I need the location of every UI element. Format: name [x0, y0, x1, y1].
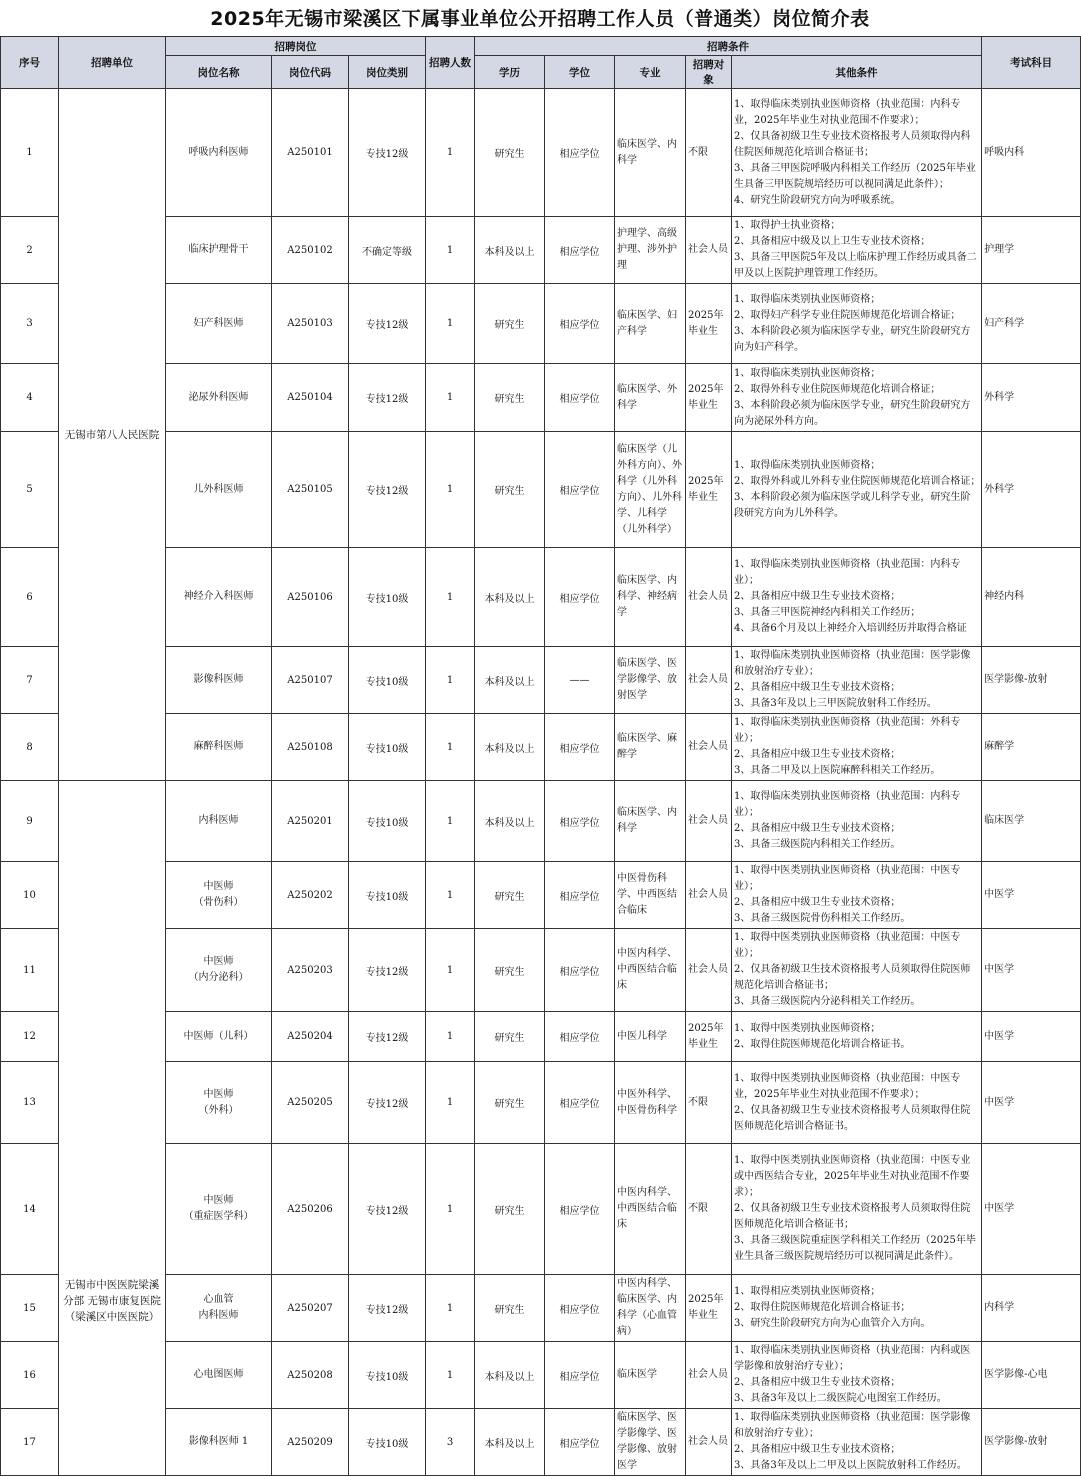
cell-post-name: 内科医师	[166, 781, 272, 862]
cell-seq: 7	[1, 647, 59, 714]
cell-count: 1	[426, 1012, 475, 1062]
cell-edu: 研究生	[475, 1062, 545, 1144]
cell-count: 1	[426, 548, 475, 647]
cell-count: 1	[426, 284, 475, 364]
cell-major: 临床医学、医学影像学、放射医学	[615, 647, 686, 714]
cell-degree: 相应学位	[545, 548, 615, 647]
cell-degree: 相应学位	[545, 1062, 615, 1144]
cell-count: 1	[426, 1275, 475, 1342]
cell-target: 社会人员	[686, 548, 732, 647]
cell-major: 临床医学、内科学	[615, 781, 686, 862]
header-seq: 序号	[1, 37, 59, 89]
header-post-group: 招聘岗位	[166, 37, 426, 56]
cell-major: 临床医学、妇产科学	[615, 284, 686, 364]
cell-post-type: 专技12级	[349, 1062, 426, 1144]
cell-major: 中医内科学、临床医学、内科学（心血管病）	[615, 1275, 686, 1342]
cell-major: 中医内科学、中西医结合临床	[615, 929, 686, 1012]
cell-major: 临床医学（儿外科方向）、外科学（儿外科方向）、儿外科学、儿科学（儿外科学）	[615, 432, 686, 548]
header-target: 招聘对象	[686, 56, 732, 89]
cell-post-name: 中医师（儿科）	[166, 1012, 272, 1062]
cell-degree: 相应学位	[545, 284, 615, 364]
page-title: 2025年无锡市梁溪区下属事业单位公开招聘工作人员（普通类）岗位简介表	[0, 0, 1080, 38]
cell-post-code: A250208	[272, 1342, 349, 1409]
cell-post-name: 影像科医师 1	[166, 1409, 272, 1476]
cell-target: 社会人员	[686, 714, 732, 781]
cell-post-name: 影像科医师	[166, 647, 272, 714]
table-body	[1, 89, 1081, 1476]
cell-edu: 研究生	[475, 862, 545, 929]
cell-post-name: 麻醉科医师	[166, 714, 272, 781]
cell-major: 临床医学、麻醉学	[615, 714, 686, 781]
cell-edu: 本科及以上	[475, 714, 545, 781]
cell-post-name: 心血管 内科医师	[166, 1275, 272, 1342]
cell-post-type: 专技12级	[349, 1144, 426, 1275]
table-row	[1, 89, 1081, 217]
cell-exam: 临床医学	[982, 781, 1081, 862]
cell-exam: 医学影像-放射	[982, 647, 1081, 714]
cell-edu: 本科及以上	[475, 217, 545, 284]
cell-degree: 相应学位	[545, 929, 615, 1012]
cell-exam: 中医学	[982, 1062, 1081, 1144]
cell-post-name: 泌尿外科医师	[166, 364, 272, 432]
cell-target: 不限	[686, 89, 732, 217]
cell-major: 中医内科学、中西医结合临床	[615, 1144, 686, 1275]
cell-target: 社会人员	[686, 217, 732, 284]
cell-target: 社会人员	[686, 781, 732, 862]
cell-degree: 相应学位	[545, 781, 615, 862]
cell-count: 1	[426, 364, 475, 432]
header-post-name: 岗位名称	[166, 56, 272, 89]
cell-seq: 12	[1, 1012, 59, 1062]
cell-seq: 9	[1, 781, 59, 862]
cell-post-name: 心电图医师	[166, 1342, 272, 1409]
cell-seq: 6	[1, 548, 59, 647]
cell-count: 1	[426, 1342, 475, 1409]
cell-post-code: A250209	[272, 1409, 349, 1476]
cell-post-type: 专技10级	[349, 781, 426, 862]
cell-post-code: A250107	[272, 647, 349, 714]
cell-post-code: A250104	[272, 364, 349, 432]
cell-major: 临床医学、外科学	[615, 364, 686, 432]
cell-unit: 无锡市中医医院梁溪分部 无锡市康复医院（梁溪区中医医院）	[59, 781, 166, 1476]
cell-other: 1、取得中医类别执业医师资格（执业范围：中医专业，2025年毕业生对执业范围不作要求）； 2、仅具备初级卫生专业技术资格报考人员须取得住院医师规范化培训合格证书。	[732, 1062, 982, 1144]
cell-degree: 相应学位	[545, 89, 615, 217]
cell-major: 临床医学、内科学、神经病学	[615, 548, 686, 647]
cell-post-code: A250106	[272, 548, 349, 647]
cell-edu: 本科及以上	[475, 781, 545, 862]
cell-post-name: 儿外科医师	[166, 432, 272, 548]
cell-post-code: A250202	[272, 862, 349, 929]
cell-post-code: A250108	[272, 714, 349, 781]
cell-seq: 15	[1, 1275, 59, 1342]
cell-post-type: 专技10级	[349, 647, 426, 714]
cell-exam: 内科学	[982, 1275, 1081, 1342]
cell-target: 社会人员	[686, 647, 732, 714]
cell-count: 1	[426, 217, 475, 284]
cell-degree: 相应学位	[545, 862, 615, 929]
cell-post-type: 专技12级	[349, 1012, 426, 1062]
cell-count: 1	[426, 1144, 475, 1275]
cell-post-type: 专技12级	[349, 929, 426, 1012]
cell-exam: 神经内科	[982, 548, 1081, 647]
cell-other: 1、取得中医类别执业医师资格； 2、取得住院医师规范化培训合格证书。	[732, 1012, 982, 1062]
cell-edu: 研究生	[475, 364, 545, 432]
header-count: 招聘人数	[426, 37, 475, 89]
cell-target: 社会人员	[686, 1409, 732, 1476]
cell-degree: 相应学位	[545, 1012, 615, 1062]
cell-count: 1	[426, 781, 475, 862]
cell-edu: 研究生	[475, 1275, 545, 1342]
cell-exam: 外科学	[982, 432, 1081, 548]
cell-degree: 相应学位	[545, 364, 615, 432]
cell-seq: 1	[1, 89, 59, 217]
cell-seq: 13	[1, 1062, 59, 1144]
cell-target: 2025年毕业生	[686, 284, 732, 364]
cell-post-name: 中医师 （外科）	[166, 1062, 272, 1144]
header-degree: 学位	[545, 56, 615, 89]
cell-post-type: 专技12级	[349, 89, 426, 217]
cell-seq: 16	[1, 1342, 59, 1409]
cell-exam: 外科学	[982, 364, 1081, 432]
cell-edu: 研究生	[475, 1144, 545, 1275]
cell-major: 临床医学	[615, 1342, 686, 1409]
cell-seq: 10	[1, 862, 59, 929]
cell-unit: 无锡市第八人民医院	[59, 89, 166, 781]
cell-other: 1、取得临床类别执业医师资格； 2、取得外科专业住院医师规范化培训合格证； 3、本科阶段必须为临床医学专业，研究生阶段研究方向为泌尿外科方向。	[732, 364, 982, 432]
cell-degree: 相应学位	[545, 714, 615, 781]
header-major: 专业	[615, 56, 686, 89]
cell-edu: 本科及以上	[475, 1342, 545, 1409]
cell-edu: 本科及以上	[475, 1409, 545, 1476]
cell-edu: 本科及以上	[475, 548, 545, 647]
header-cond-group: 招聘条件	[475, 37, 982, 56]
cell-post-type: 专技12级	[349, 1275, 426, 1342]
cell-edu: 本科及以上	[475, 647, 545, 714]
cell-post-type: 专技12级	[349, 364, 426, 432]
cell-exam: 中医学	[982, 1144, 1081, 1275]
cell-edu: 研究生	[475, 284, 545, 364]
cell-exam: 医学影像-心电	[982, 1342, 1081, 1409]
cell-post-type: 专技10级	[349, 714, 426, 781]
cell-target: 2025年毕业生	[686, 364, 732, 432]
cell-other: 1、取得临床类别执业医师资格； 2、取得外科或儿外科专业住院医师规范化培训合格证； 3、本科阶段必须为临床医学或儿科学专业，研究生阶段研究方向为儿外科学。	[732, 432, 982, 548]
cell-other: 1、取得临床类别执业医师资格（执业范围：内科或医学影像和放射治疗专业）； 2、具备相应中级卫生专业技术资格； 3、具备3年及以上二级医院心电图室工作经历。	[732, 1342, 982, 1409]
cell-degree: 相应学位	[545, 217, 615, 284]
cell-other: 1、取得中医类别执业医师资格（执业范围：中医专业或中西医结合专业，2025年毕业生对执业范围不作要求）； 2、仅具备初级卫生专业技术资格报考人员须取得住院医师规范化培训合格证书； 3、具备三级医院重症医学科相关工作经历（2025年毕业生具备三级医院规培经历可以视同满足此条件）。	[732, 1144, 982, 1275]
cell-post-type: 专技10级	[349, 548, 426, 647]
cell-post-code: A250103	[272, 284, 349, 364]
cell-exam: 中医学	[982, 862, 1081, 929]
header-post-type: 岗位类别	[349, 56, 426, 89]
header-exam: 考试科目	[982, 37, 1081, 89]
cell-count: 1	[426, 647, 475, 714]
cell-seq: 17	[1, 1409, 59, 1476]
cell-post-code: A250203	[272, 929, 349, 1012]
cell-post-name: 中医师 （重症医学科）	[166, 1144, 272, 1275]
cell-exam: 中医学	[982, 929, 1081, 1012]
cell-post-code: A250206	[272, 1144, 349, 1275]
cell-exam: 呼吸内科	[982, 89, 1081, 217]
cell-exam: 护理学	[982, 217, 1081, 284]
cell-edu: 研究生	[475, 89, 545, 217]
cell-target: 社会人员	[686, 862, 732, 929]
cell-seq: 4	[1, 364, 59, 432]
cell-target: 2025年毕业生	[686, 1012, 732, 1062]
cell-count: 1	[426, 1062, 475, 1144]
cell-degree: 相应学位	[545, 1342, 615, 1409]
cell-other: 1、取得相应类别执业医师资格； 2、取得住院医师规范化培训合格证书； 3、研究生阶段研究方向为心血管介入方向。	[732, 1275, 982, 1342]
cell-target: 不限	[686, 1144, 732, 1275]
cell-major: 临床医学、内科学	[615, 89, 686, 217]
cell-post-code: A250102	[272, 217, 349, 284]
cell-exam: 中医学	[982, 1012, 1081, 1062]
cell-major: 临床医学、医学影像学、医学影像、放射医学	[615, 1409, 686, 1476]
cell-seq: 11	[1, 929, 59, 1012]
cell-major: 护理学、高级护理、涉外护理	[615, 217, 686, 284]
cell-post-name: 妇产科医师	[166, 284, 272, 364]
header-other: 其他条件	[732, 56, 982, 89]
cell-target: 2025年毕业生	[686, 1275, 732, 1342]
cell-degree: 相应学位	[545, 1409, 615, 1476]
cell-edu: 研究生	[475, 929, 545, 1012]
cell-post-code: A250204	[272, 1012, 349, 1062]
cell-count: 1	[426, 862, 475, 929]
cell-exam: 医学影像-放射	[982, 1409, 1081, 1476]
cell-degree: 相应学位	[545, 432, 615, 548]
header-edu: 学历	[475, 56, 545, 89]
cell-edu: 研究生	[475, 1012, 545, 1062]
cell-post-type: 专技12级	[349, 284, 426, 364]
cell-post-code: A250201	[272, 781, 349, 862]
cell-other: 1、取得中医类别执业医师资格（执业范围：中医专业）； 2、仅具备初级卫生技术资格报考人员须取得住院医师规范化培训合格证书； 3、具备三级医院内分泌科相关工作经历。	[732, 929, 982, 1012]
cell-target: 2025年毕业生	[686, 432, 732, 548]
cell-exam: 麻醉学	[982, 714, 1081, 781]
cell-major: 中医外科学、中医骨伤科学	[615, 1062, 686, 1144]
cell-post-name: 中医师 （内分泌科）	[166, 929, 272, 1012]
cell-count: 3	[426, 1409, 475, 1476]
cell-post-name: 临床护理骨干	[166, 217, 272, 284]
cell-target: 社会人员	[686, 1342, 732, 1409]
header-post-code: 岗位代码	[272, 56, 349, 89]
cell-post-type: 专技12级	[349, 432, 426, 548]
cell-post-code: A250207	[272, 1275, 349, 1342]
cell-post-code: A250105	[272, 432, 349, 548]
cell-post-code: A250205	[272, 1062, 349, 1144]
cell-major: 中医儿科学	[615, 1012, 686, 1062]
cell-seq: 2	[1, 217, 59, 284]
cell-degree: 相应学位	[545, 1144, 615, 1275]
cell-degree: 相应学位	[545, 1275, 615, 1342]
cell-other: 1、取得临床类别执业医师资格（执业范围：外科专业）； 2、具备相应中级卫生专业技术资格； 3、具备二甲及以上医院麻醉科相关工作经历。	[732, 714, 982, 781]
cell-seq: 8	[1, 714, 59, 781]
cell-seq: 5	[1, 432, 59, 548]
cell-target: 社会人员	[686, 929, 732, 1012]
cell-post-code: A250101	[272, 89, 349, 217]
cell-post-name: 呼吸内科医师	[166, 89, 272, 217]
cell-post-type: 不确定等级	[349, 217, 426, 284]
cell-other: 1、取得中医类别执业医师资格（执业范围：中医专业）； 2、具备相应中级卫生专业技术资格； 3、具备三级医院骨伤科相关工作经历。	[732, 862, 982, 929]
cell-count: 1	[426, 432, 475, 548]
cell-count: 1	[426, 714, 475, 781]
cell-exam: 妇产科学	[982, 284, 1081, 364]
cell-post-name: 中医师 （骨伤科）	[166, 862, 272, 929]
cell-other: 1、取得临床类别执业医师资格（执业范围：医学影像和放射治疗专业）； 2、具备相应中级卫生专业技术资格； 3、具备3年及以上二甲及以上医院放射科工作经历。	[732, 1409, 982, 1476]
job-table	[0, 36, 1081, 1476]
cell-other: 1、取得临床类别执业医师资格； 2、取得妇产科学专业住院医师规范化培训合格证； 3、本科阶段必须为临床医学专业，研究生阶段研究方向为妇产科学。	[732, 284, 982, 364]
cell-other: 1、取得临床类别执业医师资格（执业范围：内科专业）； 2、具备相应中级卫生专业技术资格； 3、具备三甲医院神经内科相关工作经历； 4、具备6个月及以上神经介入培训经历并取得合格证	[732, 548, 982, 647]
cell-seq: 14	[1, 1144, 59, 1275]
cell-degree: ——	[545, 647, 615, 714]
cell-post-type: 专技10级	[349, 1342, 426, 1409]
cell-edu: 研究生	[475, 432, 545, 548]
header-unit: 招聘单位	[59, 37, 166, 89]
cell-target: 不限	[686, 1062, 732, 1144]
table-row	[1, 781, 1081, 862]
cell-count: 1	[426, 89, 475, 217]
cell-other: 1、取得临床类别执业医师资格（执业范围：内科专业，2025年毕业生对执业范围不作要求）； 2、仅具备初级卫生专业技术资格报考人员须取得内科住院医师规范化培训合格证书； 3、具备三甲医院呼吸内科相关工作经历（2025年毕业生具备三甲医院规培经历可以视同满足此条件）； 4、研究生阶段研究方向为呼吸系统。	[732, 89, 982, 217]
cell-other: 1、取得护士执业资格； 2、具备相应中级及以上卫生专业技术资格； 3、具备三甲医院5年及以上临床护理工作经历或具备二甲及以上医院护理管理工作经历。	[732, 217, 982, 284]
cell-count: 1	[426, 929, 475, 1012]
cell-other: 1、取得临床类别执业医师资格（执业范围：内科专业）； 2、具备相应中级卫生专业技术资格； 3、具备三级医院内科相关工作经历。	[732, 781, 982, 862]
cell-post-name: 神经介入科医师	[166, 548, 272, 647]
cell-post-type: 专技10级	[349, 1409, 426, 1476]
cell-other: 1、取得临床类别执业医师资格（执业范围：医学影像和放射治疗专业）； 2、具备相应中级卫生专业技术资格； 3、具备3年及以上三甲医院放射科工作经历。	[732, 647, 982, 714]
cell-seq: 3	[1, 284, 59, 364]
cell-post-type: 专技10级	[349, 862, 426, 929]
cell-major: 中医骨伤科学、中西医结合临床	[615, 862, 686, 929]
